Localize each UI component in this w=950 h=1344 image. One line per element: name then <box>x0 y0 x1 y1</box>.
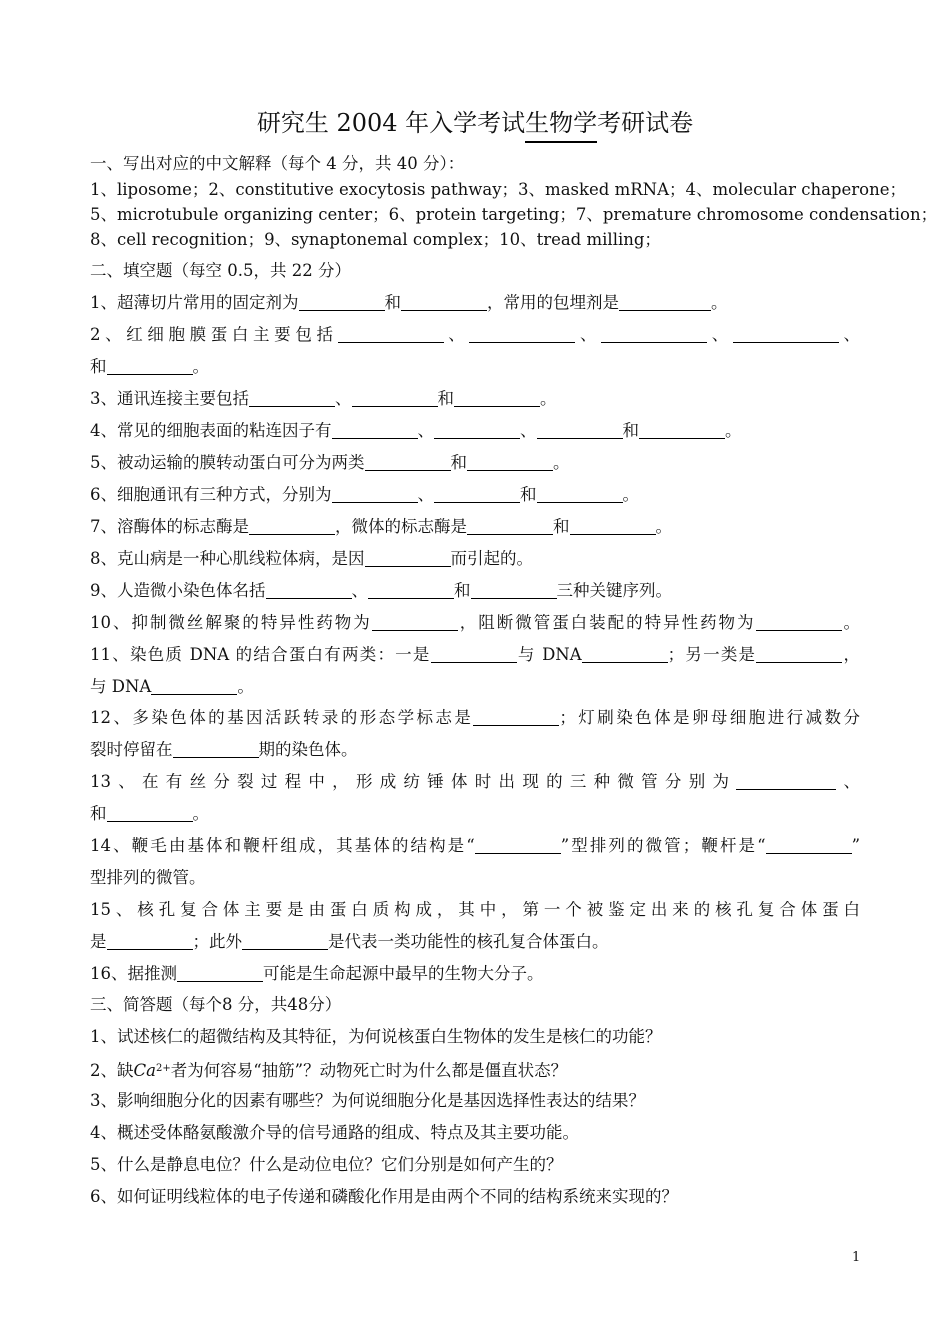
fill-question-5: 5、被动运输的膜转动蛋白可分为两类 和 。 <box>90 453 570 472</box>
short-question-1: 1、试述核仁的超微结构及其特征，为何说核蛋白生物体的发生是核仁的功能？ <box>90 1027 662 1046</box>
answer-blank[interactable] <box>570 516 656 535</box>
answer-blank[interactable] <box>756 612 842 631</box>
answer-blank[interactable] <box>434 484 520 503</box>
answer-blank[interactable] <box>177 963 263 982</box>
fill-question-12-cont: 裂时停留在 期的染色体。 <box>90 740 358 759</box>
fill-question-15-cont: 是 ；此外 是代表一类功能性的核孔复合体蛋白。 <box>90 932 609 951</box>
answer-blank[interactable] <box>473 707 559 726</box>
answer-blank[interactable] <box>471 580 557 599</box>
title-underlined-word: 生物学 <box>525 106 597 143</box>
answer-blank[interactable] <box>469 324 575 343</box>
answer-blank[interactable] <box>173 739 259 758</box>
fill-question-13-cont: 和 。 <box>90 804 209 823</box>
fill-question-14-cont: 型排列的微管。 <box>90 868 206 887</box>
fill-question-11: 11、染色质 DNA 的结合蛋白有两类：一是 与 DNA ；另一类是 ， <box>90 645 861 664</box>
answer-blank[interactable] <box>332 420 418 439</box>
answer-blank[interactable] <box>766 835 852 854</box>
answer-blank[interactable] <box>467 452 553 471</box>
answer-blank[interactable] <box>582 644 668 663</box>
fill-question-9: 9、人造微小染色体名括 、 和 三种关键序列。 <box>90 581 672 600</box>
answer-blank[interactable] <box>151 676 237 695</box>
fill-question-11-cont: 与 DNA 。 <box>90 677 254 696</box>
page-number: 1 <box>852 1250 861 1265</box>
short-question-5: 5、什么是静息电位？什么是动位电位？它们分别是如何产生的？ <box>90 1155 563 1174</box>
calcium-charge: 2+ <box>155 1063 171 1074</box>
section-1-heading: 一、写出对应的中文解释（每个 4 分，共 40 分）： <box>90 154 465 173</box>
answer-blank[interactable] <box>249 516 335 535</box>
answer-blank[interactable] <box>242 931 328 950</box>
short-question-2: 2、缺$Ca^{2+}$者为何容易“抽筋”？动物死亡时为什么都是僵直状态？ <box>90 1061 568 1080</box>
fill-question-3: 3、通讯连接主要包括 、 和 。 <box>90 389 557 408</box>
term-line-2: 5、microtubule organizing center；6、protein targeting；7、premature chromosome condensation； <box>90 205 938 224</box>
term-line-1: 1、liposome；2、constitutive exocytosis pathway；3、masked mRNA；4、molecular chaperone； <box>90 180 906 199</box>
fill-question-14: 14、鞭毛由基体和鞭杆组成，其基体的结构是“ ”型排列的微管；鞭杆是“ ” <box>90 836 861 855</box>
answer-blank[interactable] <box>619 292 711 311</box>
term-line-3: 8、cell recognition；9、synaptonemal complex；10、tread milling； <box>90 230 661 249</box>
fill-question-6: 6、细胞通讯有三种方式，分别为 、 和 。 <box>90 485 639 504</box>
fill-question-15: 15、核孔复合体主要是由蛋白质构成，其中，第一个被鉴定出来的核孔复合体蛋白 <box>90 900 860 919</box>
answer-blank[interactable] <box>431 644 517 663</box>
answer-blank[interactable] <box>401 292 487 311</box>
answer-blank[interactable] <box>299 292 385 311</box>
answer-blank[interactable] <box>537 420 623 439</box>
fill-question-7: 7、溶酶体的标志酶是 ，微体的标志酶是 和 。 <box>90 517 672 536</box>
answer-blank[interactable] <box>107 803 193 822</box>
fill-question-8: 8、克山病是一种心肌线粒体病，是因 而引起的。 <box>90 549 533 568</box>
calcium-symbol: Ca <box>133 1061 156 1080</box>
fill-question-2-cont: 和 。 <box>90 357 209 376</box>
answer-blank[interactable] <box>365 548 451 567</box>
answer-blank[interactable] <box>639 420 725 439</box>
answer-blank[interactable] <box>467 516 553 535</box>
section-2-heading: 二、填空题（每空 0.5，共 22 分） <box>90 261 351 280</box>
short-question-4: 4、概述受体酪氨酸激介导的信号通路的组成、特点及其主要功能。 <box>90 1123 579 1142</box>
answer-blank[interactable] <box>365 452 451 471</box>
answer-blank[interactable] <box>434 420 520 439</box>
answer-blank[interactable] <box>338 324 444 343</box>
answer-blank[interactable] <box>249 388 335 407</box>
answer-blank[interactable] <box>352 388 438 407</box>
page-title: 研究生 2004 年入学考试生物学考研试卷 <box>0 106 950 143</box>
answer-blank[interactable] <box>107 931 193 950</box>
answer-blank[interactable] <box>107 356 193 375</box>
fill-question-2: 2、红细胞膜蛋白主要包括 、 、 、 、 <box>90 325 861 344</box>
answer-blank[interactable] <box>454 388 540 407</box>
answer-blank[interactable] <box>332 484 418 503</box>
answer-blank[interactable] <box>736 771 836 790</box>
answer-blank[interactable] <box>475 835 561 854</box>
short-question-3: 3、影响细胞分化的因素有哪些？为何说细胞分化是基因选择性表达的结果？ <box>90 1091 645 1110</box>
answer-blank[interactable] <box>756 644 842 663</box>
answer-blank[interactable] <box>266 580 352 599</box>
answer-blank[interactable] <box>372 612 458 631</box>
fill-question-10: 10、抑制微丝解聚的特异性药物为 ，阻断微管蛋白装配的特异性药物为 。 <box>90 613 861 632</box>
fill-question-16: 16、据推测 可能是生命起源中最早的生物大分子。 <box>90 964 544 983</box>
answer-blank[interactable] <box>601 324 707 343</box>
answer-blank[interactable] <box>733 324 839 343</box>
fill-question-1: 1、超薄切片常用的固定剂为 和 ，常用的包埋剂是 。 <box>90 293 728 312</box>
answer-blank[interactable] <box>537 484 623 503</box>
fill-question-12: 12、多染色体的基因活跃转录的形态学标志是 ；灯刷染色体是卵母细胞进行减数分 <box>90 708 861 727</box>
answer-blank[interactable] <box>368 580 454 599</box>
fill-question-13: 13、在有丝分裂过程中，形成纺锤体时出现的三种微管分别为 、 <box>90 772 861 791</box>
section-3-heading: 三、简答题（每个8 分，共48分） <box>90 995 342 1014</box>
fill-question-4: 4、常见的细胞表面的粘连因子有 、 、 和 。 <box>90 421 742 440</box>
short-question-6: 6、如何证明线粒体的电子传递和磷酸化作用是由两个不同的结构系统来实现的？ <box>90 1187 678 1206</box>
